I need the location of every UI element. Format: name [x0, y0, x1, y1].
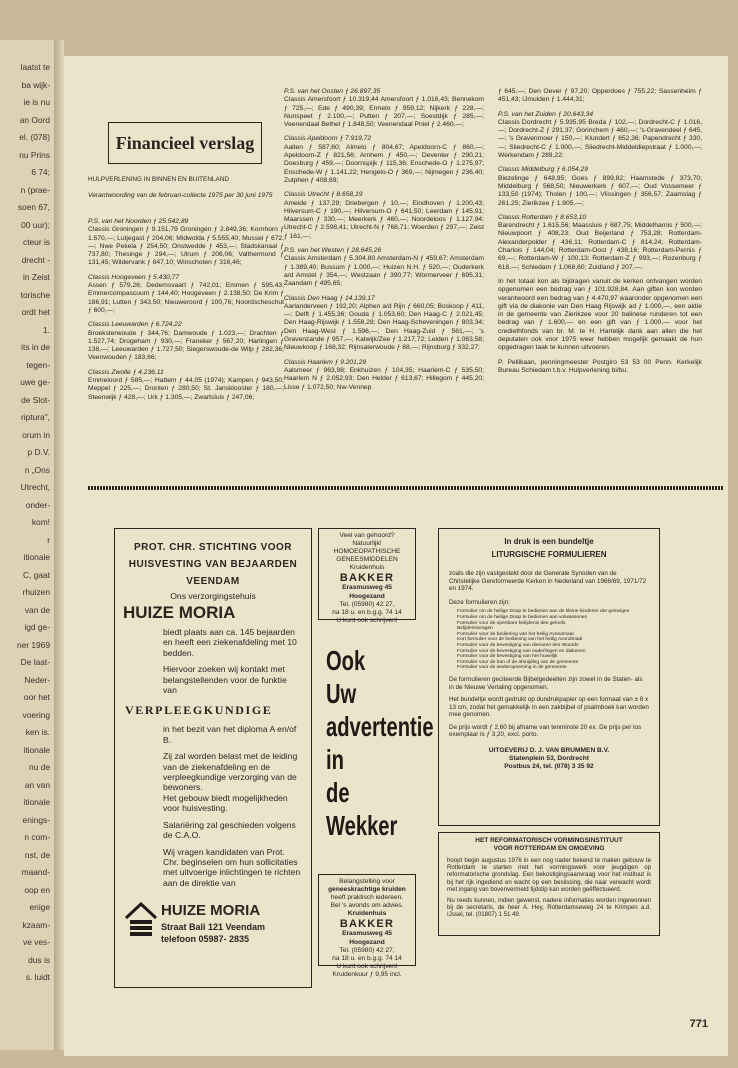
liturg-p2: Het bundeltje wordt gedrukt op dundrukpapier op een formaat van ± 8 x 13 cm, zodat het gemakkelijk in een zakbijbel of psalmboek kan worden mee genomen.: [449, 696, 649, 719]
report-text: Broeksterwoude ƒ 344,76; Damwoude ƒ 1.023,—; Drachten ƒ 1.527,74; Drogeham ƒ 930,—; Franeker ƒ 567,20; Harlingen ƒ 138,—; Leeuwarden ƒ 1.727,50; Siegerswoude-de Wilp ƒ 282,36; Veenwouden ƒ 183,66;: [88, 329, 284, 362]
report-heading: Classis Haarlem ƒ 9.201,29: [284, 358, 367, 366]
prev-page-line: torische: [20, 289, 50, 300]
liturg-intro: zoals die zijn vastgesteld door de Generale Synoden van de Christelijke Gereformeerde Kerken in Nederland van 1968/69, 1971/72 en 1974.: [449, 570, 647, 593]
report-text: Aalten ƒ 587,60; Almelo ƒ 804,67; Apeldoorn-C ƒ 860,—; Apeldoorn-Z ƒ 821,56; Arnhem ƒ 450,—; Deventer ƒ 290,21; Doesburg ƒ 459,—; Doornspijk ƒ 115,36; Enschede-O ƒ 1.275,97; Enschede-W ƒ 1.141,22; Hengelo-O ƒ 369,—; Nijmegen ƒ 236,40; Zutphen ƒ 408,69;: [284, 143, 484, 184]
report-paragraph: [498, 166, 702, 207]
report-paragraph: [284, 295, 484, 353]
section-intro: Verantwoording van de februari-collecte 1975 per 30 juni 1975: [88, 192, 273, 199]
prev-page-line: nu de: [29, 762, 50, 772]
prev-page-line: 1.: [43, 324, 50, 335]
liturg-list-item: Formulier voor de bevestiging van dienaren des Woords: [457, 642, 579, 648]
report-text: Classis Amersfoort ƒ 10.319,44 Amersfoort ƒ 1.016,43; Bennekom ƒ 725,—; Ede ƒ 490,39; Ermelo ƒ 959,12; Nijkerk ƒ 228,—; Nunspeet ƒ 2.100,—; Putten ƒ 207,—; Soestdijk ƒ 285,—; Veenendaal Bethel ƒ 1.848,50; Veenendaal Pniel ƒ 2.460,—;: [284, 96, 484, 129]
report-paragraph: [88, 274, 284, 315]
separator-rule: [88, 486, 724, 490]
prev-page-line: oop en: [24, 884, 50, 895]
prev-page-line: drecht -: [21, 254, 50, 265]
bakker1-cta: U kunt ook schrijven!: [336, 616, 398, 624]
prev-page-line: s. luidt: [25, 972, 50, 982]
liturg-list-item: Formulier voor de openbare belijdenis des geloofs: [457, 620, 566, 626]
wekker-word: Wekker: [326, 810, 398, 841]
report-paragraph: [88, 218, 284, 268]
report-text: Classis Dordrecht ƒ 5.935,95 Breda ƒ 102,—; Dordrecht-C ƒ 1.016,—; Dordrecht-Z ƒ 291,37; Gorinchem ƒ 460,—; 's-Gravendeel ƒ 645,—; 's Gravenmoer ƒ 150,—; Klundert ƒ 652,36; Papendrecht ƒ 330,—; Sliedrecht-C ƒ 1.000,—; Sliedrecht-Middeldiepstraat ƒ 1.000,—; Werkendam ƒ 289,22;: [498, 118, 702, 160]
report-paragraph: [498, 111, 702, 161]
page-number: 771: [689, 1018, 708, 1030]
liturg-press: In druk is een bundeltje: [504, 537, 594, 546]
bakker1-street: Erasmusweg 45: [342, 584, 392, 592]
prev-page-line: its in de: [21, 342, 50, 352]
report-heading: Classis Rotterdam ƒ 8.653,10: [498, 213, 587, 221]
prev-page-line: Utrecht,: [20, 482, 50, 492]
liturg-title: LITURGISCHE FORMULIEREN: [491, 550, 607, 559]
report-heading: P.S. van het Noorden ƒ 25.542,89: [88, 218, 189, 225]
liturg-list-item: Formulier om de heilige Doop te bedienen aan volwassenen: [457, 614, 588, 620]
prev-page-line: Neder-: [24, 674, 50, 685]
report-text: Emmeloord ƒ 585,—; Hattem ƒ 44,05 (1974); Kampen ƒ 943,50; Meppel ƒ 225,—; Dronten ƒ 280,50; St. Jansklooster ƒ 180,—; Steenwijk ƒ 428,—; Urk ƒ 1.305,—; Zwartsluis ƒ 247,06;: [88, 377, 284, 401]
prev-page-line: kzaam-: [22, 919, 50, 930]
liturg-list: [457, 609, 649, 671]
prev-page-line: De laat-: [20, 657, 50, 667]
prev-page-line: 00 uur);: [21, 219, 50, 230]
report-heading: Classis Middelburg ƒ 6.054,29: [498, 166, 588, 174]
page: [64, 56, 728, 1056]
wekker-promo: [326, 644, 434, 842]
bakker2-street: Erasmusweg 45: [342, 930, 392, 938]
liturg-p1: De formulieren geciteerde Bijbelgedeelten zijn zowel in de Staten- als in de Nieuwe Vertaling opgenomen.: [449, 675, 643, 691]
wekker-word: in: [326, 744, 344, 775]
liturg-list-item: Belijdenisvragen: [457, 626, 493, 632]
bakker2-l4: Bel 's avonds om advies.: [330, 902, 404, 910]
prev-page-line: nu Prins: [19, 149, 50, 160]
ad-org-line1: PROT. CHR. STICHTING VOOR: [133, 542, 293, 553]
bakker2-name: BAKKER: [339, 918, 395, 931]
liturg-list-item: Formulier voor de ban of de afsnijding van de gemeente: [457, 659, 579, 665]
report-heading: P.S. van het Westen ƒ 28.645,26: [284, 247, 382, 255]
ad-huize-moria: [114, 528, 312, 988]
instituut-p1: hoopt begin augustus 1976 in een nog nader bekend te maken gebouw te Rotterdam te starten met het vormingswerk voor jeugdigen op reformatorische grondslag. Een bekostigingsaanvraag voor het instituut is bij het rijk ingediend en wacht op een beslissing, die naar verwacht wordt met ingang van bovenvermeld tijdstip kan worden geëffectueerd.: [447, 857, 651, 893]
report-heading: Classis Den Haag ƒ 14.139,17: [284, 294, 375, 302]
ad-vormingsinstituut: [438, 832, 660, 936]
report-paragraph: [498, 359, 702, 376]
bakker1-question: Veel van gehoord?: [339, 532, 395, 539]
section-header: HULPVERLENING IN BINNEN EN BUITENLAND: [88, 176, 229, 183]
column-2: [284, 88, 484, 398]
wekker-word: Uw: [326, 678, 357, 709]
column-3: [498, 88, 702, 381]
ad-bakker-kruiden: [318, 874, 416, 978]
report-heading: Classis Leeuwarden ƒ 6.724,22: [88, 321, 182, 329]
report-heading: Classis Apeldoorn ƒ 7.919,72: [284, 135, 372, 143]
prev-page-line: de Slot-: [21, 394, 50, 405]
prev-page-line: cteur is: [23, 237, 50, 247]
report-text: In het totaal kon als bijdragen vanuit de kerken ontvangen worden opgenomen een bedrag van ƒ 101.928,84. Aan giften kon worden verantwoord een bedrag van ƒ 4.470,97 waaronder opgenomen een gift via de diakonie van Den Haag Rijswijk ad ƒ 1.000,—, een aktie in de gemeente van Zierikzee voor 20 balinese runderen tot een bedrag van ƒ 1.600,— en een gift van ƒ 1.000,— voor het crediethfonds van br. M. te H. Hartelijk dank aan allen die het deputaten ook voor 1975 weer hebben mogelijk gemaakt de hun opgedragen taak te kunnen uitvoeren.: [498, 277, 702, 352]
prev-page-line: orum in: [22, 429, 50, 440]
ad-org-line2: HUISVESTING VAN BEJAARDEN: [128, 559, 298, 570]
prev-page-line: tegen-: [26, 359, 50, 370]
bakker2-price: Kruidenkuur ƒ 9,95 incl.: [332, 970, 402, 978]
ad-sub: Ons verzorgingstehuis: [170, 591, 256, 601]
prev-page-line: riptura",: [20, 412, 50, 422]
report-paragraph: [88, 369, 284, 402]
prev-page-line: maand-: [21, 867, 50, 877]
report-text: Ameide ƒ 137,29; Driebergen ƒ 10,—; Eindhoven ƒ 1.200,43; Hilversum-C ƒ 190,—; Hilversum-O ƒ 641,50; Leerdam ƒ 145,91; Maarssen ƒ 330,—; Meerkerk ƒ 460,—; Noordeloos ƒ 1.127,94; Utrecht-C ƒ 2.598,41; Utrecht-N ƒ 768,71; Woerden ƒ 297,—; Zeist ƒ 161,—;: [284, 199, 484, 240]
report-text: Classis Amsterdam ƒ 5.304,80 Amsterdam-N ƒ 459,67; Amsterdam ƒ 1.389,40; Bussum ƒ 1.000,—; Huizen N.H. ƒ 520,—; Ouderkerk a/d Amstel ƒ 354,—; Westzaan ƒ 390,77; Wormerveer ƒ 695,31; Zaandam ƒ 495,65;: [284, 255, 484, 288]
prev-page-line: an Oord: [19, 114, 50, 125]
prev-page-line: uwe ge-: [20, 377, 50, 387]
liturg-list-item: Formulier voor de bevestiging van ouderlingen en diakenen: [457, 648, 586, 654]
prev-page-line: enings-: [22, 814, 50, 825]
prev-page-line: itionale: [23, 552, 50, 562]
prev-page-line: ner 1969: [16, 639, 50, 650]
bakker1-tel2: na 18 u. en b.g.g. 74 14: [332, 608, 402, 616]
bakker2-l3: heeft praktisch iedereen.: [330, 894, 404, 902]
prev-page-line: ordt het: [21, 307, 50, 317]
prev-page-line: voering: [22, 709, 50, 720]
report-heading: Classis Utrecht ƒ 8.658,19: [284, 191, 363, 199]
ad-p7: Wij vragen kandidaten van Prot. Chr. beginselen om hun sollicitaties met uitvoerige inlichtingen te richten aan de direktie van: [163, 846, 301, 888]
report-text: Aalsmeer ƒ 963,98; Enkhuizen ƒ 104,35; Haarlem-C ƒ 535,50; Haarlem N ƒ 2.052,93; Den Helder ƒ 613,67; Hillegom ƒ 445,20; Lisse ƒ 1.072,50; Nw-Vennep: [284, 366, 484, 391]
bakker2-tel2: na 18 u. en b.g.g. 74 14: [332, 954, 402, 962]
prev-page-line: n (prae-: [20, 184, 50, 195]
prev-page-line: van de: [24, 604, 50, 615]
report-paragraph: [284, 359, 484, 392]
logo-phone: telefoon 05987- 2835: [161, 934, 250, 945]
liturg-publisher: UITGEVERIJ D. J. VAN BRUMMEN B.V.: [488, 747, 610, 755]
report-text: Aarlanderveen ƒ 192,20; Alphen a/d Rijn ƒ 660,05; Boskoop ƒ 411,—; Delft ƒ 1.455,36; Gouda ƒ 1.053,60; Den Haag-C ƒ 2.021,45; Den Haag-Rijswijk ƒ 1.558,28; Den Haag-Scheveningen ƒ 803,34; Den Haag-West ƒ 1.596,—; Den Haag-Zuid ƒ 561,—; 's Gravenzande ƒ 957,—; Katwijk/Zee ƒ 1.217,72; Leiden ƒ 1.063,58; Nieuwkoop ƒ 168,32; Rijnsaterwoude ƒ 88,—; Rijnsburg ƒ 332,27;: [284, 302, 484, 352]
ad-name: HUIZE MORIA: [123, 603, 236, 622]
report-paragraph: [498, 88, 702, 105]
prev-page-line: laatst te: [20, 62, 50, 72]
bakker2-cta: U kunt ook schrijven!: [336, 962, 398, 970]
report-text: Biezelinge ƒ 648,95; Goes ƒ 899,82; Haamstede ƒ 373,70; Middelburg ƒ 568,50; Nieuwerkerk ƒ 607,—; Oud Vossemeer ƒ 133,50 (1974); Tholen ƒ 100,—; Vlissingen ƒ 356,57; Zaamslag ƒ 261,25; Zierikzee ƒ 1.905,—;: [498, 174, 702, 207]
prev-page-line: itionale: [23, 744, 50, 755]
ad-p2: Hiervoor zoeken wij kontakt met belangstellenden voor de funktie van: [163, 664, 287, 696]
prev-page-line: el. (078): [19, 132, 50, 142]
instituut-p2: Nu reeds kunnen, indien gewenst, nadere informaties worden ingewonnen bij de secretaris, de heer A. Hey, Rotterdamseweg 24 te Krimpen a.d. IJssel, tel. (01807) 1 51 49.: [447, 897, 651, 919]
prev-page-line: nst, de: [24, 849, 50, 860]
prev-page-line: dus is: [28, 954, 50, 965]
bakker2-city: Hoogezand: [349, 938, 385, 946]
bakker1-city: Hoogezand: [349, 592, 385, 600]
liturg-p3: De prijs wordt ƒ 2,60 bij afname van tenminste 20 ex. De prijs per los exemplaar is ƒ 3,20, excl. porto.: [449, 723, 642, 739]
prev-page-line: rhuizen: [22, 587, 50, 597]
bakker2-tel: Tel. (05980) 42 27,: [339, 946, 395, 954]
liturg-postbus: Postbus 24, tel. (078) 3 35 92: [504, 763, 594, 771]
report-text: Classis Groningen ƒ 9.151,79 Groningen ƒ 2.849,36; Kornhorn ƒ 1.570,—; Lutjegast ƒ 204,06; Midwolda ƒ 5.555,40; Mussel ƒ 672,—; Nwe Pekela ƒ 254,50; Onstwedde ƒ 453,—; Stadskanaal ƒ 737,80; Thesinge ƒ 294,—; Ulrum ƒ 206,06; Valthermond ƒ 131,45; Wildervank ƒ 847,10; Winschoten ƒ 316,46;: [88, 226, 284, 267]
prev-page-line: onder-: [25, 499, 50, 510]
wekker-word: advertentie: [326, 711, 434, 742]
report-paragraph: [284, 88, 484, 129]
prev-page-line: oor het: [23, 692, 50, 702]
ad-p3: in het bezit van het diploma A en/of B.: [163, 724, 297, 745]
ad-p1: biedt plaats aan ca. 145 bejaarden en heeft een ziekenafdeling met 10 bedden.: [163, 627, 297, 658]
prev-page-line: in Zeist: [23, 272, 50, 282]
instituut-title1: HET REFORMATORISCH VORMINGSINSTITUUT: [475, 837, 623, 844]
report-paragraph: [88, 321, 284, 362]
wekker-word: Ook: [326, 645, 366, 676]
page-gutter: [54, 40, 64, 1050]
liturg-list-item: Formulier voor de bevestiging van het huwelijk: [457, 654, 558, 660]
ad-p6: Salariëring zal geschieden volgens de C.A.O.: [163, 819, 296, 841]
prev-page-line: p D.V.: [27, 447, 50, 457]
logo-name: HUIZE MORIA: [161, 902, 261, 920]
report-paragraph: [498, 278, 702, 353]
prev-page-line: n com-: [24, 832, 50, 842]
ad-p4: Zij zal worden belast met de leiding van de ziekenafdeling en de verpleegkundige verzorging van de bewoners.: [163, 751, 298, 793]
liturg-list-item: Formulier om de heilige Doop te bedienen aan de kleine kinderen der gelovigen: [457, 609, 630, 615]
bakker2-shop: Kruidenhuis: [347, 910, 387, 918]
prev-page-line: ba wijk-: [21, 79, 50, 90]
previous-page-edge: [0, 40, 54, 1050]
prev-page-line: enige: [29, 902, 50, 912]
instituut-title2: VOOR ROTTERDAM EN OMGEVING: [493, 845, 605, 852]
ad-bakker-homoeopathie: [318, 528, 416, 624]
liturg-list-item: Kort formulier voor de bediening van het heilig Avondmaal: [457, 637, 583, 643]
report-heading: P.S. van het Oosten ƒ 26.897,35: [284, 88, 381, 95]
house-logo-icon: [125, 902, 157, 940]
ad-p5: Het gebouw biedt mogelijkheden voor huisvesting.: [163, 792, 288, 814]
prev-page-line: ve ves-: [23, 937, 50, 947]
ad-place: VEENDAM: [186, 576, 240, 587]
ad-job: VERPLEEGKUNDIGE: [125, 703, 273, 718]
bakker2-l2: geneeskrachtige kruiden: [328, 886, 406, 894]
report-heading: Classis Hoogeveen ƒ 5.430,77: [88, 273, 180, 281]
bakker1-name: BAKKER: [339, 572, 395, 585]
report-text: Barendrecht ƒ 1.615,56; Maassluis ƒ 687,75; Middelharnis ƒ 500,—; Nieuwpoort ƒ 408,23; Oud Beijerland ƒ 753,28; Rotterdam-Alexanderpolder ƒ 436,11; Rotterdam-C ƒ 814,24; Rotterdam-Charlois ƒ 144,04; Rotterdam-Oost ƒ 438,16; Rotterdam-Pernis ƒ 69,—; Rotterdam-W ƒ 100,13; Rotterdam-Z ƒ 993,—; Rozenburg ƒ 618,—; Schiedam ƒ 1.068,60; Zuidland ƒ 207,—.: [498, 222, 702, 271]
prev-page-line: C, gaat: [22, 569, 50, 580]
column-1: [88, 218, 284, 408]
bakker1-shop: Kruidenhuis: [349, 564, 385, 572]
report-paragraph: [284, 191, 484, 241]
prev-page-line: an van: [24, 779, 50, 790]
bakker1-kind: HOMOEOPATHISCHE GENEESMIDDELEN: [333, 548, 401, 564]
prev-page-line: r: [47, 534, 50, 545]
report-paragraph: [284, 247, 484, 288]
report-paragraph: [284, 135, 484, 185]
bakker1-answer: Natuurlijk!: [352, 540, 382, 548]
logo-address: Straat Bali 121 Veendam: [161, 922, 266, 933]
prev-page-line: igd ge-: [24, 622, 50, 632]
bakker1-tel: Tel. (05980) 42 27,: [339, 600, 395, 608]
prev-page-line: ken is.: [25, 727, 50, 737]
report-text: Assen ƒ 579,26; Dedemsvaart ƒ 742,01; Emmen ƒ 595,43; Emmercompascuum ƒ 144,40; Hoogeveen ƒ 2.138,50; De Krim ƒ 186,91; Lutten ƒ 343,50; Nieuweroord ƒ 100,76; Noordscheschut ƒ 600,—;: [88, 282, 284, 314]
prev-page-line: itionale: [23, 797, 50, 807]
report-heading: P.S. van het Zuiden ƒ 20.643,34: [498, 110, 594, 118]
wekker-word: de: [326, 777, 350, 808]
prev-page-line: kom!: [31, 517, 50, 527]
ad-liturgische-formulieren: [438, 528, 660, 826]
prev-page-line: n „Ons: [24, 464, 50, 475]
report-text: P. Pellikaan, penningmeester Postgiro 53 53 00 Penn. Kerkelijk Bureau Schiedam t.b.v. Hulpverlening bi/bu.: [498, 358, 702, 374]
page-title: Financieel verslag: [108, 122, 262, 164]
liturg-lead: Deze formulieren zijn:: [449, 598, 510, 606]
report-paragraph: [498, 214, 702, 272]
prev-page-line: 6 74;: [31, 167, 50, 177]
prev-page-line: ie is nu: [23, 97, 50, 107]
liturg-address: Statenplein 53, Dordrecht: [509, 755, 589, 763]
bakker2-l1: Belangstelling voor: [339, 878, 395, 885]
liturg-list-item: Formulier voor de bediening van het heilig Avondmaal: [457, 631, 574, 637]
prev-page-line: soen 67,: [17, 202, 50, 212]
report-text: ƒ 645,—; Den Oever ƒ 97,20; Opperdoes ƒ 755,22; Sassenheim ƒ 451,43; IJmuiden ƒ 1.444,31;: [498, 88, 702, 104]
liturg-list-item: Formulier voor de wederopneming in de gemeente: [457, 665, 567, 671]
report-heading: Classis Zwolle ƒ 4.236,11: [88, 368, 164, 376]
